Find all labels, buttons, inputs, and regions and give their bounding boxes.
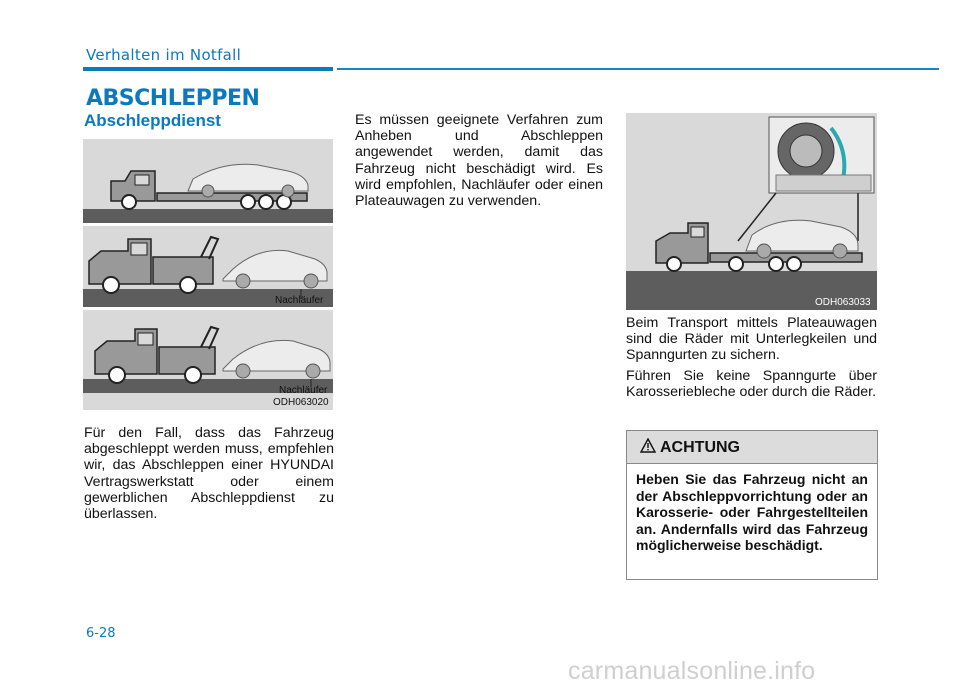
header-rule-light: [337, 68, 939, 70]
paragraph-middle: Es müssen geeignete Verfahren zum Anheben und Abschleppen angewendet werden, damit das Fahrzeug nicht beschädigt wird. Es wird empfohlen, Nachläufer oder einen Plateauwagen zu verwenden.: [355, 112, 603, 210]
page-number: 6-28: [86, 626, 116, 641]
dolly-label-1: Nachläufer: [275, 295, 324, 306]
warning-text: Heben Sie das Fahrzeug nicht an der Abschleppvorrichtung oder an Karosserie- oder Fahrgestellteilen an. Andernfalls wird das Fahrzeug möglicherweise beschädigt.: [636, 471, 868, 553]
page-heading: ABSCHLEPPEN: [86, 86, 260, 111]
paragraph-right-1: Beim Transport mittels Plateauwagen sind die Räder mit Unterlegkeilen und Spanngurten zu sichern.: [626, 315, 877, 364]
section-title: Verhalten im Notfall: [86, 46, 242, 64]
towing-methods-illustration: [83, 139, 333, 410]
warning-header: [627, 431, 877, 464]
figure-code-left: ODH063020: [273, 397, 329, 408]
dolly-label-2: Nachläufer: [279, 385, 328, 396]
paragraph-right-2: Führen Sie keine Spanngurte über Karosseriebleche oder durch die Räder.: [626, 368, 877, 401]
flatbed-securing-illustration: [626, 113, 877, 310]
warning-box: [626, 430, 878, 580]
watermark: carmanualsonline.info: [568, 657, 816, 685]
figure-code-right: ODH063033: [815, 297, 871, 308]
header-rule-dark: [83, 67, 333, 71]
page-subheading: Abschleppdienst: [84, 111, 221, 130]
warning-title: ACHTUNG: [660, 439, 740, 456]
paragraph-left: Für den Fall, dass das Fahrzeug abgeschleppt werden muss, empfehlen wir, das Abschleppen einer HYUNDAI Vertragswerkstatt oder einem gewerblichen Abschleppdienst zu überlassen.: [84, 425, 334, 523]
warning-triangle-icon: [640, 438, 656, 458]
